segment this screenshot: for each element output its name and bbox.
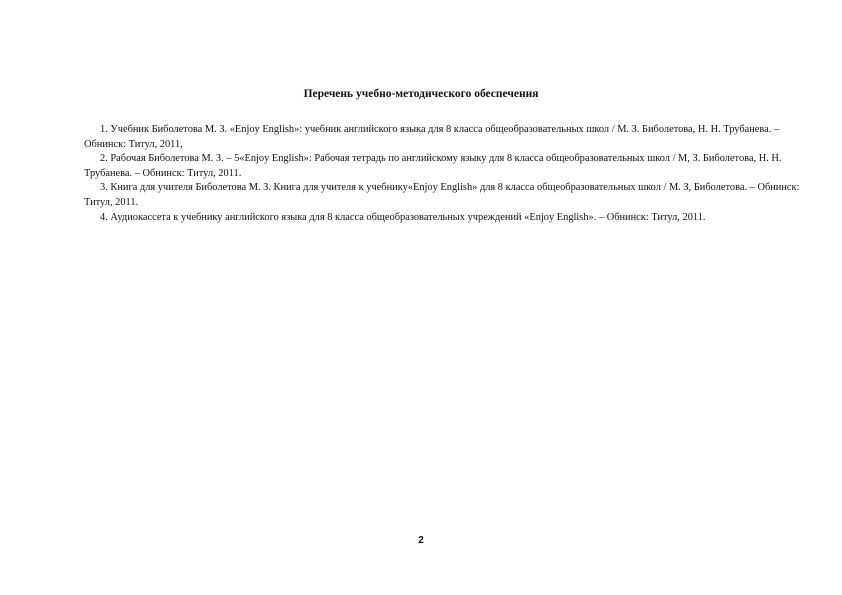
- list-item: 4. Аудиокассета к учебнику английского языка для 8 класса общеобразовательных учреждений «Enjoy English». – Обнинск: Титул, 2011.: [100, 211, 706, 223]
- reference-list: [84, 123, 800, 225]
- list-item: 1. Учебник Биболетова М. З. «Enjoy English»: учебник английского языка для 8 класса общеобразовательных школ / М. З. Биболетова, Н. Н. Трубанева. – Обнинск: Титул, 2011,: [84, 124, 780, 150]
- page-number: 2: [418, 535, 424, 546]
- page-title: Перечень учебно-методического обеспечения: [303, 88, 539, 100]
- list-item: 2. Рабочая Биболетова М. З. – 5«Enjoy English»: Рабочая тетрадь по английскому языку для 8 класса общеобразовательных школ / М, З. Биболетова, Н. Н. Трубанева. – Обнинск: Титул, 2011.: [84, 153, 782, 179]
- list-item: 3. Книга для учителя Биболетова М. З. Книга для учителя к учебнику«Enjoy English» для 8 класса общеобразовательных школ / М. З, Биболетова. – Обнинск: Титул, 2011.: [84, 182, 800, 208]
